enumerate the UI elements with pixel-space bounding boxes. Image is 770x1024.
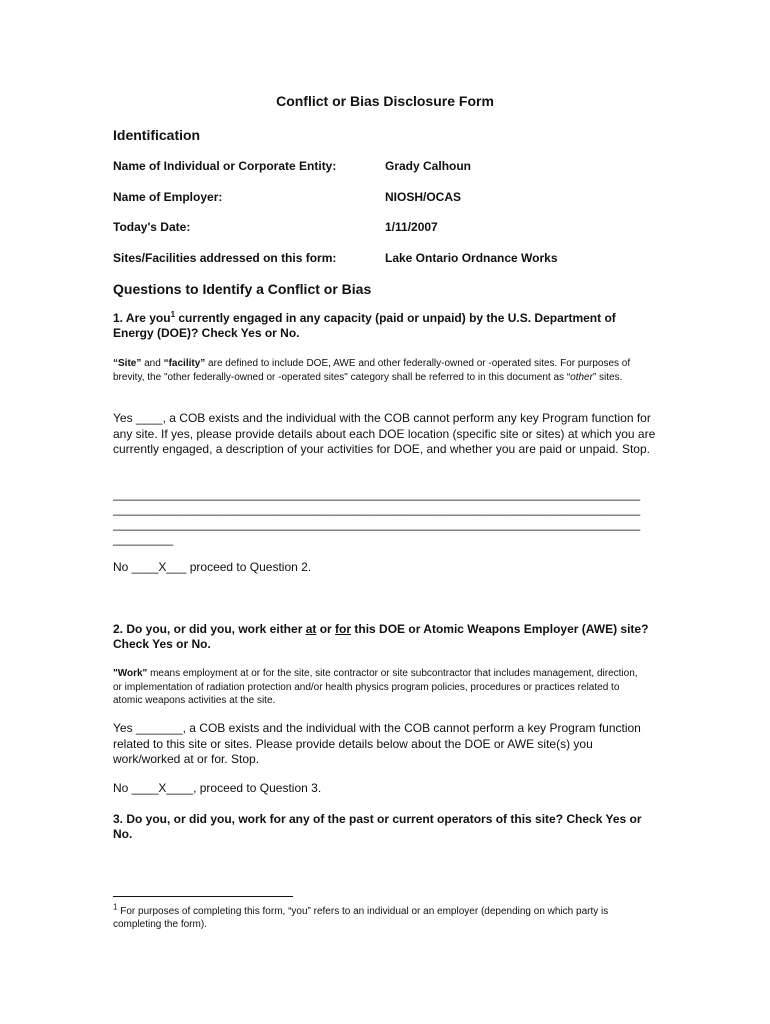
field-row-sites [113,251,558,265]
field-row-individual [113,159,471,173]
question-3: 3. Do you, or did you, work for any of the past or current operators of this site? Check Yes or No. [113,812,642,841]
answer-lines: _______________________________________________________________________________ _______________________________________________________________________________ _______________________________________________________________________________ _________ [113,487,641,546]
footnote: $^1$ For purposes of completing this form, “you” refers to an individual or an employer (depending on which party is completing the form). [113,902,609,930]
field-label: Name of Individual or Corporate Entity: [113,159,337,173]
footnote-mark: 1 [113,902,118,912]
field-value: NIOSH/OCAS [385,190,462,204]
question-1: 1. Are you$^1$ currently engaged in any capacity (paid or unpaid) by the U.S. Department of Energy (DOE)? Check Yes or No. [113,310,616,340]
field-label: Name of Employer: [113,190,223,204]
question-1-no-option: No ____X___ proceed to Question 2. [113,560,312,574]
field-row-employer [113,190,461,204]
field-row-date [113,220,438,234]
footnote-divider [113,896,293,897]
questions-heading: Questions to Identify a Conflict or Bias [113,281,372,297]
work-definition: "Work" means employment at or for the site, site contractor or site subcontractor that includes management, direction, or implementation of radiation protection and/or health physics program policies, procedures or practices related to atomic weapons activities at the site. [113,668,638,706]
field-label: Today's Date: [113,220,191,234]
form-title: Conflict or Bias Disclosure Form [276,93,494,109]
field-label: Sites/Facilities addressed on this form: [113,251,337,265]
site-definition: “Site” and “facility” are defined to include DOE, AWE and other federally-owned or -operated sites. For purposes of brevity, the "other federally-owned or -operated sites" category shall be referred to in this document as “other” sites. [113,358,631,383]
question-1-yes-option: Yes ____, a COB exists and the individual with the COB cannot perform any key Program function for any site. If yes, please provide details about each DOE location (specific site or sites) at which you are currently engaged, a description of your activities for DOE, and whether you are paid or unpaid. Stop. [113,411,656,456]
question-2-yes-option: Yes _______, a COB exists and the individual with the COB cannot perform a key Program function related to this site or sites. Please provide details below about the DOE or AWE site(s) you work/worked at or for. Stop. [113,721,641,766]
field-value: 1/11/2007 [385,220,438,234]
identification-heading: Identification [113,127,201,143]
question-2: 2. Do you, or did you, work either at or for this DOE or Atomic Weapons Employer (AWE) site? Check Yes or No. [113,622,649,651]
footnote-ref: 1 [170,310,176,319]
field-value: Lake Ontario Ordnance Works [385,251,558,265]
question-2-no-option: No ____X____, proceed to Question 3. [113,781,322,795]
field-value: Grady Calhoun [385,159,472,173]
